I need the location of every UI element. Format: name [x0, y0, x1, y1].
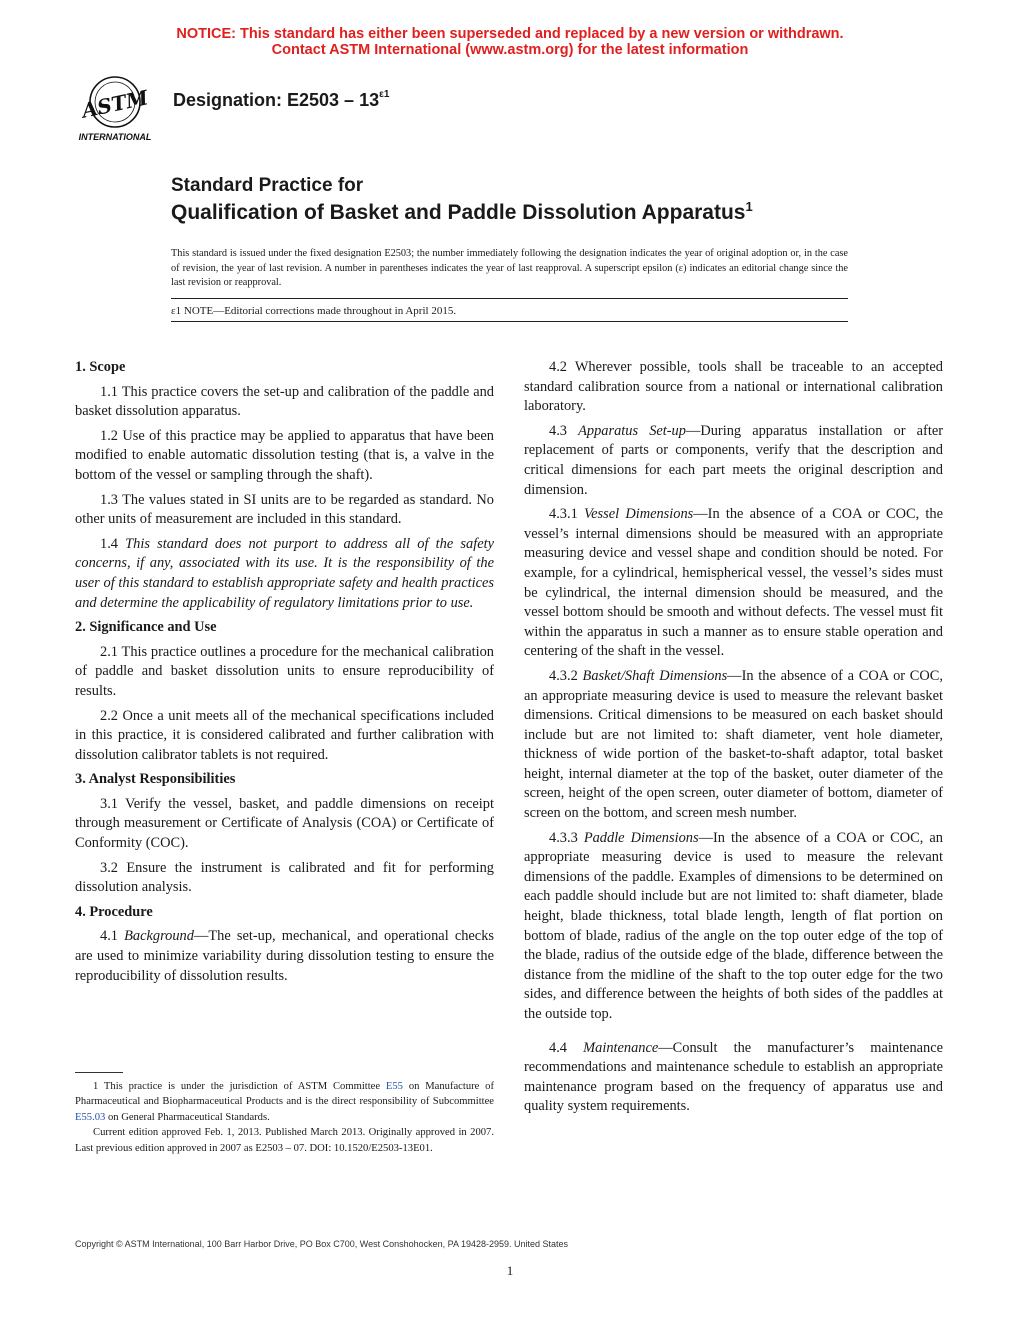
section-heading-procedure: 4. Procedure: [75, 903, 153, 920]
paragraph-number: 4.1: [100, 928, 125, 945]
title-line-1: Standard Practice for: [171, 175, 364, 196]
section-heading-analyst: 3. Analyst Responsibilities: [75, 771, 236, 788]
right-column: [524, 358, 943, 1122]
editorial-note: ε1 NOTE—Editorial corrections made throughout in April 2015.: [171, 305, 457, 317]
committee-link[interactable]: E55: [385, 1081, 403, 1092]
paragraph-4-3-2: [524, 667, 943, 824]
paragraph-4-3: [524, 422, 943, 500]
paragraph-3-2: 3.2 Ensure the instrument is calibrated and fit for performing dissolution analysis.: [75, 859, 494, 896]
section-heading-significance: 2. Significance and Use: [75, 619, 217, 636]
paragraph-3-1: 3.1 Verify the vessel, basket, and paddle dimensions on receipt through measurement or Certificate of Analysis (COA) or Certificate of Conformity (COC).: [75, 795, 494, 852]
paragraph-body: —In the absence of a COA or COC, the vessel’s internal dimensions should be measured with an appropriate measuring device and vessel shape and condition should be noted. For example, for a cylindrical, hemispherical vessel, the vessel’s sides must be cylindrical, the internal dimension should be measured, and the vessel bottom should be smooth and without defects. The vessel must fit within the apparatus in such a manner as to ensure stable operation and centering of the shaft in the vessel.: [524, 506, 943, 660]
edition-note: Current edition approved Feb. 1, 2013. Published March 2013. Originally approved in 2007. Last previous edition approved in 2007 as E2503 – 07. DOI: 10.1520/E2503-13E01.: [75, 1127, 494, 1154]
paragraph-1-4: [75, 535, 494, 613]
term: Background: [124, 928, 194, 945]
paragraph-number: 4.4: [549, 1039, 584, 1056]
paragraph-1-1: 1.1 This practice covers the set-up and calibration of the paddle and basket dissolution apparatus.: [75, 383, 494, 420]
footnote-rule: [75, 1072, 123, 1073]
paragraph-2-2: 2.2 Once a unit meets all of the mechanical specifications included in this practice, it is considered calibrated and further calibration with dissolution calibrator tablets is not required.: [75, 707, 494, 763]
term: Paddle Dimensions: [583, 829, 699, 846]
safety-caveat: This standard does not purport to address all of the safety concerns, if any, associated with its use. It is the responsibility of the user of this standard to establish appropriate safety and health practices and determine the applicability of regulatory limitations prior to use.: [75, 535, 494, 611]
title-footnote-ref: 1: [745, 199, 753, 214]
paragraph-number: 4.3.2: [549, 667, 583, 684]
paragraph-4-1: [75, 927, 494, 986]
page-number: 1: [506, 1263, 514, 1278]
paragraph-number: 1.4: [100, 535, 126, 552]
paragraph-body: —In the absence of a COA or COC, an appropriate measuring device is used to measure the relevant dimensions of the paddle. Examples of dimensions to be determined on each paddle should include but are not limited to: shaft diameter, blade height, blade thickness, total blade length, length of flat portion on bottom of blade, radius of the angle on the top outer edge of the top of the blade, radius of the outside edge of the blade, difference between the distance from the midline of the shaft to the top outer edge for the two sides, and difference between the heights of both sides of the paddles at the outside top.: [524, 829, 943, 1022]
paragraph-1-3: 1.3 The values stated in SI units are to be regarded as standard. No other units of measurement are included in this standard.: [75, 491, 494, 528]
term: Apparatus Set-up: [578, 422, 686, 439]
subcommittee-link[interactable]: E55.03: [75, 1111, 106, 1123]
logo-text: ASTM: [79, 85, 151, 123]
astm-logo-icon: [75, 74, 161, 144]
footnote-text: on Manufacture of Pharmaceutical and Biopharmaceutical Products and is the direct responsibility of Subcommittee: [75, 1081, 495, 1108]
section-heading-scope: 1. Scope: [75, 359, 126, 375]
designation-text: Designation: E2503 – 13: [173, 90, 380, 110]
term: Maintenance: [583, 1039, 659, 1056]
footnote-text: 1 This practice is under the jurisdiction of ASTM Committee: [93, 1081, 386, 1092]
notice-line-1: NOTICE: This standard has either been superseded and replaced by a new version or withdrawn.: [176, 26, 844, 42]
logo-subtitle: INTERNATIONAL: [78, 132, 152, 142]
paragraph-number: 4.3: [549, 422, 579, 439]
footnotes: [75, 1079, 494, 1156]
astm-logo: [75, 74, 161, 144]
title-line-2: [171, 199, 753, 225]
paragraph-4-4: [524, 1039, 943, 1117]
paragraph-4-2: 4.2 Wherever possible, tools shall be traceable to an accepted standard calibration source from a national or international calibration laboratory.: [524, 359, 943, 415]
footnote-text: on General Pharmaceutical Standards.: [105, 1111, 270, 1123]
copyright: Copyright © ASTM International, 100 Barr Harbor Drive, PO Box C700, West Conshohocken, PA 19428-2959. United States: [75, 1239, 569, 1249]
paragraph-body: —The set-up, mechanical, and operational checks are used to minimize variability during dissolution testing to ensure the reproducibility of dissolution results.: [75, 928, 494, 984]
paragraph-1-2: 1.2 Use of this practice may be applied to apparatus that have been modified to enable automatic dissolution testing (that is, a valve in the bottom of the vessel or sampling through the shaft).: [75, 427, 494, 483]
issued-note: This standard is issued under the fixed designation E2503; the number immediately following the designation indicates the year of original adoption or, in the case of revision, the year of last revision. A number in parentheses indicates the year of last reapproval. A superscript epsilon (ε) indicates an editorial change since the last revision or reapproval.: [171, 248, 848, 288]
designation-sup: ε1: [379, 89, 390, 100]
paragraph-number: 4.3.3: [549, 829, 584, 846]
paragraph-4-3-1: [524, 505, 943, 662]
paragraph-number: 4.3.1: [549, 506, 584, 523]
designation: [173, 90, 389, 111]
paragraph-2-1: 2.1 This practice outlines a procedure for the mechanical calibration of paddle and basket dissolution units to ensure reproducibility of results.: [75, 643, 494, 699]
supersede-notice: [0, 26, 1020, 58]
notice-line-2: Contact ASTM International (www.astm.org) for the latest information: [271, 42, 749, 58]
divider: [171, 298, 848, 299]
paragraph-body: —In the absence of a COA or COC, an appropriate measuring device is used to measure the relevant basket dimensions. Critical dimensions to be measured on each basket should include but are not limited to: shaft diameter, vent hole diameter, thickness of wide portion of the basket-to-shaft adaptor, total basket height, internal diameter at the top of the basket, outer diameter of the screen, height of the open screen, outer diameter of bottom, diameter of screen on the bottom, and screen mesh number.: [524, 667, 943, 822]
left-column: [75, 358, 494, 991]
paragraph-body: —During apparatus installation or after replacement of parts or components, verify that the description and critical dimensions for each part meets the original description and dimension.: [524, 422, 943, 498]
footnote-1: [75, 1079, 494, 1125]
paragraph-4-3-3: [524, 829, 943, 1025]
divider: [171, 321, 848, 322]
title-text: Qualification of Basket and Paddle Dissolution Apparatus: [171, 201, 746, 224]
term: Basket/Shaft Dimensions: [582, 667, 728, 684]
paragraph-body: —Consult the manufacturer’s maintenance recommendations and maintenance schedule to establish an appropriate maintenance program based on the frequency of apparatus use and quality system requirements.: [524, 1039, 943, 1115]
term: Vessel Dimensions: [583, 506, 694, 523]
